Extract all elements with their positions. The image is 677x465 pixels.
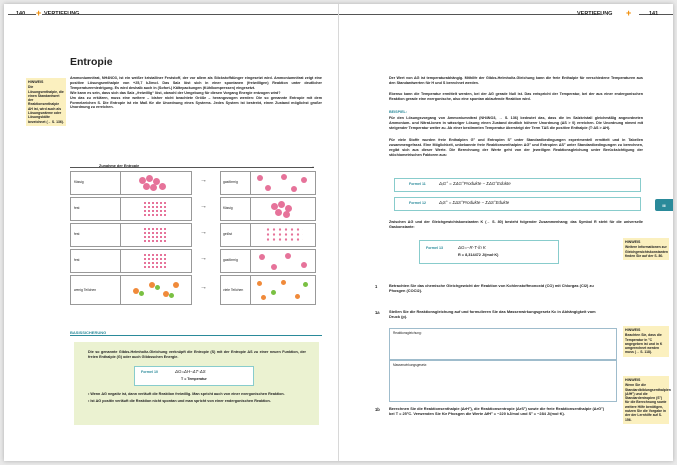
bullet-item: • Wenn ΔG negativ ist, dann verläuft die Reaktion freiwillig. Man spricht auch von einer exergonischen Reaktion.: [88, 392, 285, 396]
paragraph: Wie kann es sein, dass sich das Salz „freiwillig“ löst, obwohl der Umgebung für diesen Vorgang Energie entzogen wird?: [70, 90, 281, 95]
state-label-box: [70, 197, 122, 221]
particle-box: [250, 197, 316, 221]
particle: [281, 280, 286, 285]
particle: [155, 285, 160, 290]
mass-action-law-field[interactable]: [389, 360, 617, 402]
particle-lattice: [143, 201, 167, 217]
state-label: gasförmig: [223, 258, 238, 262]
state-label-box: [70, 223, 122, 247]
particle: [291, 186, 297, 192]
state-label: fest: [74, 206, 80, 210]
hint-text: Die Lösungsenthalpie, die einen Standardwert der Reaktionsenthalpie ΔH ist, wird auch als Lösungswärme oder Lösungskälte bezeichnet (→ S. 136).: [28, 85, 64, 124]
particle-box: [120, 275, 192, 305]
arrow-icon: →: [200, 177, 207, 184]
particle: [139, 291, 144, 296]
particle-box: [250, 275, 316, 305]
state-label-box: [220, 223, 252, 247]
task-number: 1b: [375, 407, 380, 412]
particle-lattice: [143, 227, 167, 243]
particle-lattice: [143, 253, 167, 269]
section-label: VERTIEFUNG: [577, 11, 613, 17]
arrow-icon: →: [200, 229, 207, 236]
particle: [301, 262, 307, 268]
formula: ΔᵣS° = ΣΔS°Produkte − ΣΔS°Edukte: [439, 200, 510, 205]
particle-box: [120, 171, 192, 195]
diagram-row: [70, 197, 314, 219]
particle: [169, 293, 174, 298]
page-number: 141: [649, 11, 659, 17]
formula-note: R = 8,314472 J/(mol·K): [458, 253, 499, 257]
summary-box: [74, 342, 319, 425]
particle: [281, 174, 287, 180]
hint-text: Wenn Sie die Standardbildungsenthalpien (ΔfH°) und die Standardentropien (S°) für die Berechnung sowie weitere Hilfe benötigen, nutzen Sie die Vorgabe in der der Lernhilfe auf S. 156.: [625, 383, 671, 422]
particle-box: [250, 223, 316, 247]
particle: [159, 183, 166, 190]
state-label-box: [220, 197, 252, 221]
diagram-row: [70, 249, 314, 271]
particle: [150, 184, 157, 191]
task-number: 1: [375, 284, 378, 289]
hint-box: [623, 376, 669, 424]
hint-heading: HINWEIS: [625, 378, 641, 382]
particle: [257, 281, 262, 286]
state-label: fest: [74, 232, 80, 236]
formula-box: [419, 240, 559, 264]
particle: [257, 175, 263, 181]
diagram-rule: [70, 167, 314, 168]
state-label: wenig Teilchen: [74, 288, 97, 292]
particle: [303, 282, 308, 287]
particle: [173, 282, 179, 288]
book-spread: [4, 4, 673, 461]
hint-box: [623, 326, 669, 357]
section-heading: BASISSICHERUNG: [70, 330, 107, 335]
hint-heading: HINWEIS: [625, 328, 641, 332]
formula: ΔG=ΔH−ΔT·ΔS: [175, 369, 206, 374]
state-label-box: [70, 249, 122, 273]
particle: [271, 264, 277, 270]
field-label: Reaktionsgleichung:: [393, 331, 422, 335]
intro-paragraph: [70, 76, 322, 110]
paragraph: Ammoniumnitrat, NH4NO3, ist ein weißer kristalliner Feststoff, der vor allem als Stickstoffdünger eingesetzt wird. Ammoniumnitrat zeigt eine positive Lösungsenthalpie von +25,7 kJ/mol. Das Salz löst sich in einer spontanen (freiwilligen) Reaktion unter deutlicher Temperaturerniedrigung. Es wird deshalb auch in (Sofort-) Kältepackungen (Kühlkompressen) eingesetzt.: [70, 76, 322, 90]
paragraph: Zwischen ΔG und der Gleichgewichtskonstanten K (→ S. 80) besteht folgender Zusammenhang; das Symbol R steht für die universelle Gaskonstante:: [389, 220, 643, 229]
diagram-row: [70, 171, 314, 193]
arrow-icon: →: [200, 284, 207, 291]
state-label: flüssig: [74, 180, 84, 184]
arrow-icon: →: [200, 255, 207, 262]
particle: [146, 175, 153, 182]
right-page: [339, 4, 673, 461]
arrow-icon: →: [200, 203, 207, 210]
hint-heading: HINWEIS: [28, 80, 44, 84]
diagram-heading: Zunahme der Entropie: [99, 164, 140, 168]
state-label-box: [220, 171, 252, 195]
section-rule: [70, 335, 322, 336]
formula-box: [134, 366, 254, 386]
summary-text: Die so genannte Gibbs-Helmholtz-Gleichung verknüpft die Entropie (S) mit der Entropie ΔS zu einer neuen Funktion, der freien Enthalpie (G) oder auch Gibbsschen Energie.: [88, 350, 306, 359]
formula: ΔᵣG° = ΣΔG°Produkte − ΣΔG°Edukte: [439, 181, 511, 186]
page-title: Entropie: [70, 56, 113, 68]
state-label: gelöst: [223, 232, 233, 236]
particle: [285, 253, 291, 259]
task-text: Betrachten Sie das chemische Gleichgewicht der Reaktion von Kohlenstoffmonoxid (CO) mit Chlorgas (Cl2) zu Phosgen (COCl2).: [389, 283, 594, 294]
formula-label: Formel 13: [426, 246, 443, 250]
hint-box: [26, 78, 66, 126]
hint-heading: HINWEIS: [625, 240, 641, 244]
particle: [275, 209, 282, 216]
bullet-item: • Ist ΔG positiv verläuft die Reaktion nicht spontan und man spricht von einer endergonischen Reaktion.: [88, 398, 271, 403]
dissolved-particles: [265, 227, 303, 243]
header-rule: [42, 14, 338, 15]
header-rule: [8, 14, 36, 15]
state-label: gasförmig: [223, 180, 238, 184]
particle: [301, 177, 307, 183]
particle-box: [250, 171, 316, 195]
task-text: Stellen Sie die Reaktionsgleichung auf und formulieren Sie das Massenwirkungsgesetz Kc in Abhängigkeit vom Druck (p).: [389, 309, 596, 320]
paragraph: Der Wert von ΔG ist temperaturabhängig. Mithilfe der Gibbs-Helmholtz-Gleichung kann die freie Enthalpie für verschiedene Temperaturen aus den Standardwerten für H und S berechnet werden.: [389, 76, 643, 85]
left-page: [4, 4, 339, 461]
particle-box: [120, 223, 192, 247]
particle-box: [120, 197, 192, 221]
bullet-list: [88, 392, 306, 404]
particle: [259, 254, 265, 260]
bullet-text: Ist ΔG positiv verläuft die Reaktion nicht spontan und man spricht von einer endergonischen Reaktion.: [90, 398, 271, 403]
formula-label: Formel 11: [409, 182, 426, 186]
reaction-equation-field[interactable]: [389, 328, 617, 360]
plus-icon: +: [36, 8, 42, 18]
particle: [261, 295, 266, 300]
bullet-text: Wenn ΔG negativ ist, dann verläuft die Reaktion freiwillig. Man spricht auch von einer exergonischen Reaktion.: [90, 392, 285, 396]
particle: [278, 201, 285, 208]
state-label-box: [70, 171, 122, 195]
state-label: viele Teilchen: [223, 288, 244, 292]
hint-text: Weitere Informationen zur Gleichgewichtskonstanten finden Sie auf der S. 80.: [625, 245, 668, 258]
particle: [271, 290, 276, 295]
hint-text: Beachten Sie, dass die Temperatur in °C angegeben ist und in K umgerechnet werden muss (→ S. 118).: [625, 333, 663, 355]
particle: [265, 185, 271, 191]
state-label-box: [220, 275, 252, 305]
state-label-box: [220, 249, 252, 273]
example-heading: BEISPIEL:: [389, 110, 408, 114]
formula-label: Formel 10: [141, 370, 158, 374]
paragraph: Ebenso kann die Temperatur ermittelt werden, bei der ΔG gerade Null ist. Das entspricht der Temperatur, bei der aus einer endergonischen Reaktion gerade eine exergonische, also eine spontan ablaufende Reaktion wird.: [389, 92, 643, 101]
formula-box: [394, 178, 641, 192]
state-label-box: [70, 275, 122, 305]
example-text: Für den Lösungsvorgang von Ammoniumnitrat (NH4NO3, → S. 136) bedeutet das, dass die im Salzkristall gleichmäßig angeordneten Ammonium- und Nitrat-Ionen in wässriger Lösung einen Zustand deutlich höherer Unordnung (ΔS > 0) erreichen. Die Unordnung nimmt mit steigender Temperatur weiter zu. Ab einer bestimmten Temperatur übersteigt der Term TΔS die positive Enthalpie (T·ΔS > ΔH).: [389, 116, 643, 130]
formula-note: T = Temperatur: [181, 377, 207, 381]
particle: [283, 211, 290, 218]
chapter-tab[interactable]: III: [655, 199, 673, 211]
task-number: 1a: [375, 310, 380, 315]
state-label: flüssig: [223, 206, 233, 210]
plus-icon: +: [626, 8, 632, 18]
particle-box: [120, 249, 192, 273]
arrow-right-icon: →: [309, 164, 315, 170]
paragraph: Um das zu erklären, muss eine weitere – bisher nicht beachtete Größe – herangezogen werden: Die so genannte Entropie mit dem Formelzeichen S. Die Entropie ist ein Maß für die Unordnung eines Systems. Jedes System ist bestrebt, einen Zustand möglichst großer Unordnung zu erreichen.: [70, 95, 322, 110]
formula-label: Formel 12: [409, 201, 426, 205]
task-text: Berechnen Sie die Reaktionsenthalpie (ΔrH°), die Reaktionsentropie (ΔrS°) sowie die freie Reaktionsenthalpie (ΔrG°) bei T = 25°C. Verwenden Sie für Phosgen die Werte ΔfH° = −220 kJ/mol und S° = −284 J/(mol·K).: [389, 406, 604, 417]
particle: [295, 294, 300, 299]
right-header: [339, 8, 673, 20]
diagram-row: [70, 223, 314, 245]
hint-box: [623, 238, 669, 260]
state-label: fest: [74, 258, 80, 262]
particle: [143, 183, 150, 190]
entropy-diagram: [70, 171, 314, 313]
diagram-row: [70, 275, 314, 303]
formula-box: [394, 197, 641, 211]
particle-box: [250, 249, 316, 273]
example-text: Für viele Stoffe wurden freie Enthalpien G° und Entropien S° unter Standardbedingungen experimentell ermittelt und in Tabellen zusammengefasst. Eine Möglichkeit, unbekannte freie Reaktionsenthalpien ΔG° und Entropien ΔS° unter Standardbedingungen zu berechnen, ergibt sich aus dieser Werte. Die Berechnung der Werte geht von der jeweiligen Reaktionsgleichung unter Berücksichtigung der stöchiometrischen Faktoren aus:: [389, 138, 643, 157]
formula: ΔG=−R·T·ln K: [458, 245, 486, 250]
field-label: Massenwirkungsgesetz:: [393, 363, 428, 367]
